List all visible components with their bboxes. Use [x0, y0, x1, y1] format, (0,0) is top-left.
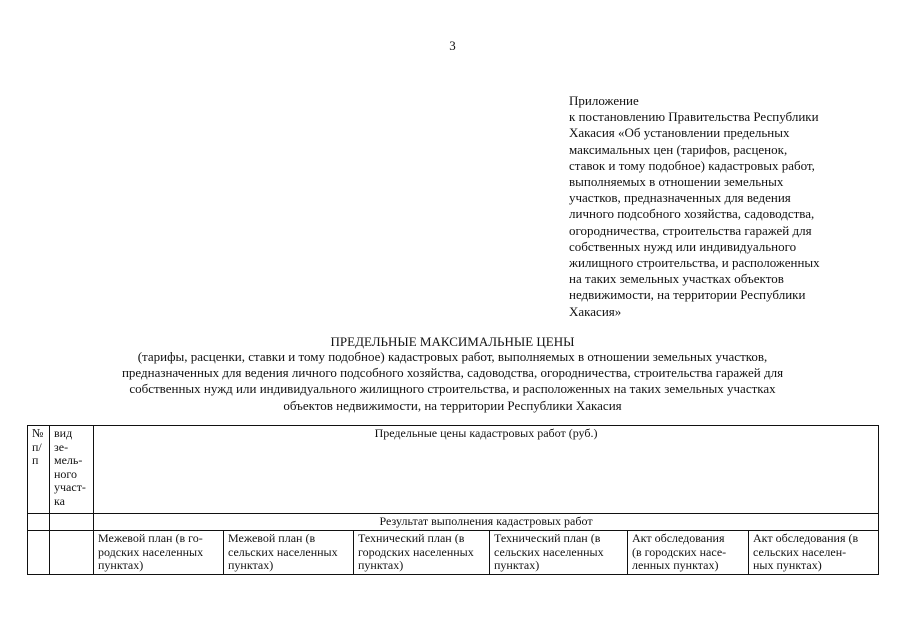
subtitle-line: предназначенных для ведения личного подсобного хозяйства, садоводства, огородничества, строительства гаражей для: [121, 365, 784, 381]
main-price-header: Предельные цены кадастровых работ (руб.): [94, 426, 879, 514]
appendix-line: недвижимости, на территории Республики: [569, 287, 806, 303]
subheader-survey-plan-rural: Межевой план (в сельских населенных пунктах): [224, 531, 354, 575]
table-subheader-row: [28, 531, 879, 575]
document-title: ПРЕДЕЛЬНЫЕ МАКСИМАЛЬНЫЕ ЦЕНЫ: [330, 334, 575, 349]
appendix-line: ставок и тому подобное) кадастровых работ,: [569, 157, 815, 173]
empty-cell: [28, 514, 50, 531]
appendix-line: на таких земельных участках объектов: [569, 271, 784, 287]
appendix-line: огородничества, строительства гаражей для: [569, 222, 812, 238]
appendix-line: Хакасия»: [569, 303, 622, 319]
empty-cell: [50, 531, 94, 575]
subheader-survey-plan-urban: Межевой план (в го- родских населенных пунктах): [94, 531, 224, 575]
appendix-line: максимальных цен (тарифов, расценок,: [569, 141, 788, 157]
subtitle-line: (тарифы, расценки, ставки и тому подобное) кадастровых работ, выполняемых в отношении земельных участков,: [137, 349, 768, 364]
empty-cell: [50, 514, 94, 531]
subheader-inspection-act-urban: Акт обследования (в городских насе- ленных пунктах): [628, 531, 749, 575]
appendix-line: Приложение: [569, 93, 639, 108]
document-subtitle: [0, 349, 905, 414]
appendix-line: личного подсобного хозяйства, садоводства,: [569, 206, 815, 222]
subtitle-line: объектов недвижимости, на территории Республики Хакасия: [283, 397, 622, 413]
appendix-line: участков, предназначенных для ведения: [569, 190, 791, 206]
number-column-header: № п/ п: [28, 426, 50, 514]
table-result-row: [28, 514, 879, 531]
subtitle-line: собственных нужд или индивидуального жилищного строительства, и расположенных на таких земельных участках: [129, 381, 776, 397]
appendix-line: выполняемых в отношении земельных: [569, 174, 784, 190]
appendix-line: Хакасия «Об установлении предельных: [569, 125, 790, 141]
empty-cell: [28, 531, 50, 575]
result-header: Результат выполнения кадастровых работ: [94, 514, 879, 531]
subheader-inspection-act-rural: Акт обследования (в сельских населен- ных пунктах): [749, 531, 879, 575]
subheader-technical-plan-urban: Технический план (в городских населенных пунктах): [354, 531, 490, 575]
land-type-column-header: вид зе- мель- ного участ- ка: [50, 426, 94, 514]
appendix-line: жилищного строительства, и расположенных: [569, 255, 820, 271]
page-number: 3: [449, 38, 456, 53]
table-header-row: [28, 426, 879, 514]
prices-table: [27, 425, 879, 575]
appendix-block: [569, 93, 859, 320]
appendix-line: к постановлению Правительства Республики: [569, 109, 819, 125]
subheader-technical-plan-rural: Технический план (в сельских населенных пунктах): [490, 531, 628, 575]
appendix-line: собственных нужд или индивидуального: [569, 238, 797, 254]
